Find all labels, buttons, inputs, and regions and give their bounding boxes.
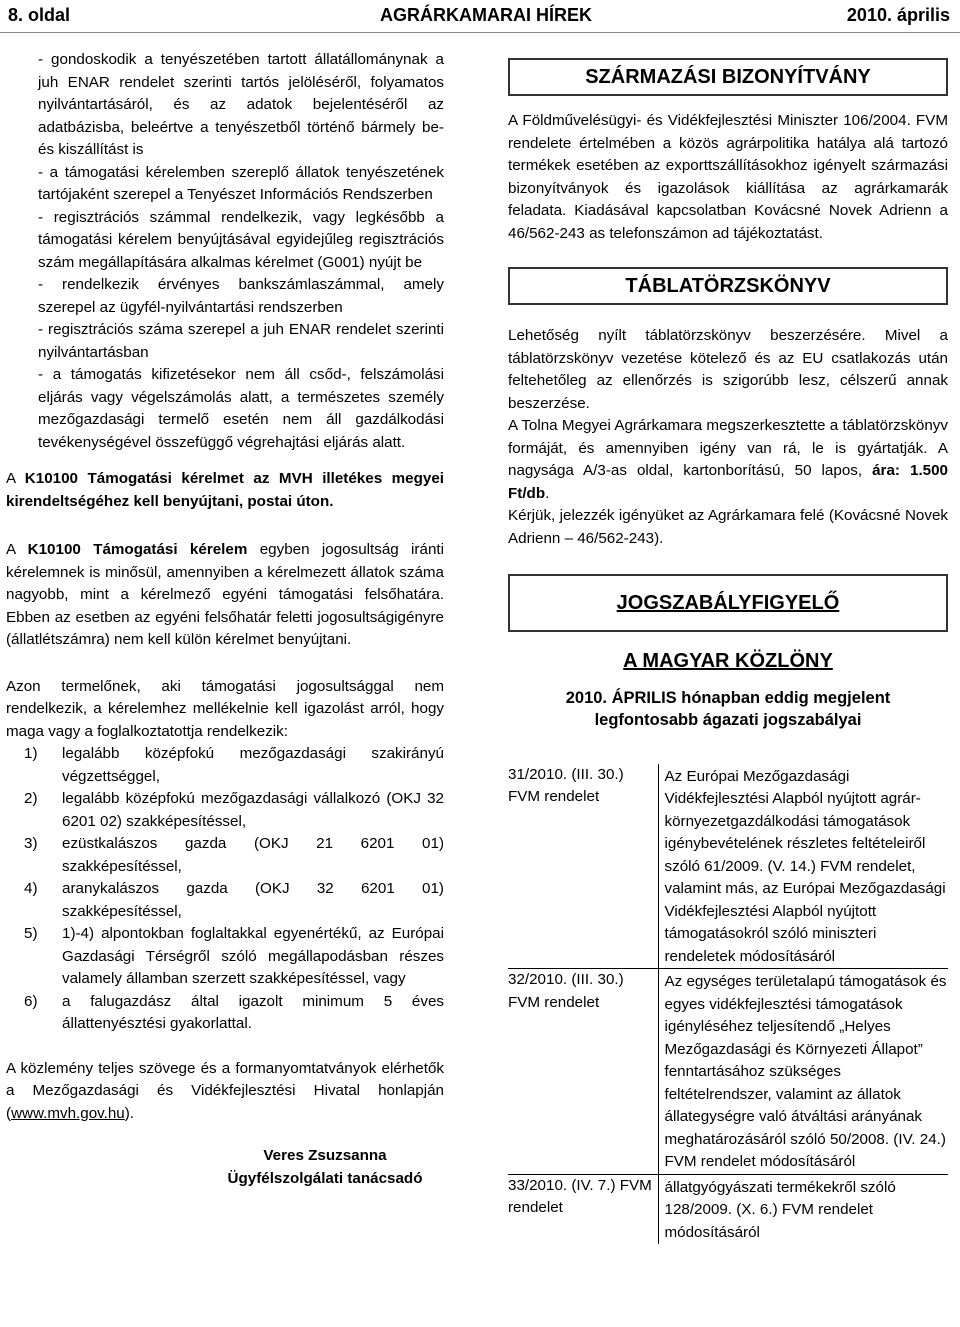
signature-block: [6, 1145, 444, 1190]
field-register-p1: Lehetőség nyílt táblatörzskönyv beszerzésére. Mivel a táblatörzskönyv vezetése kötelező és az EU csatlakozás után feltehetőleg az ellenőrzés is szigorúbb lesz, célszerű annak beszerzése.: [508, 327, 948, 412]
bullet-item: - a támogatási kérelemben szereplő állatok tenyészetének tartójaként szerepel a Tenyészet Információs Rendszerben: [38, 163, 444, 203]
list-text: legalább középfokú mezőgazdasági szakirányú végzettséggel,: [62, 745, 444, 785]
list-text: aranykalászos gazda (OKJ 32 6201 01) szakképesítéssel,: [62, 880, 444, 920]
bullet-item: - regisztrációs száma szerepel a juh ENAR rendelet szerinti nyilvántartásban: [38, 321, 444, 361]
application-paragraph: [6, 539, 444, 652]
list-number: 5): [24, 925, 38, 942]
text: A közlemény teljes szövege és a formanyomtatványok elérhetők a Mezőgazdasági és Vidékfejlesztési Hivatal honlapján (: [6, 1059, 444, 1122]
list-number: 2): [24, 790, 38, 807]
gazette-subtitle: 2010. ÁPRILIS hónapban eddig megjelent legfontosabb ágazati jogszabályai: [565, 688, 891, 729]
page-header: [0, 0, 960, 30]
text: A: [6, 541, 28, 558]
box-field-register: TÁBLATÖRZSKÖNYV: [508, 267, 948, 305]
law-description: Az Európai Mezőgazdasági Vidékfejlesztési Alapból nyújtott agrár-környezetgazdálkodási támogatások igénybevételének részletes feltételeiről szóló 61/2009. (V. 14.) FVM rendelet, valamint más, az Európai Mezőgazdasági Vidékfejlesztési Alapból nyújtott támogatásokról szóló miniszteri rendeletek módosításáról: [658, 764, 948, 969]
bullet-item: - rendelkezik érvényes bankszámlaszámmal, amely szerepel az ügyfél-nyilvántartási rendszerben: [38, 276, 444, 316]
bold-text: K10100 Támogatási kérelem: [27, 541, 248, 558]
signature-title: Ügyfélszolgálati tanácsadó: [227, 1169, 423, 1187]
publication-title: AGRÁRKAMARAI HÍREK: [380, 5, 592, 25]
field-register-p3: Kérjük, jelezzék igényüket az Agrárkamara felé (Kovácsné Novek Adrienn – 46/562-243).: [508, 507, 948, 547]
law-code: 31/2010. (III. 30.) FVM rendelet: [508, 765, 624, 805]
list-number: 4): [24, 880, 38, 897]
qualification-intro: Azon termelőnek, aki támogatási jogosultsággal nem rendelkezik, a kérelemhez mellékelnie kell igazolást arról, hogy maga vagy a foglalkoztatottja rendelkezik:: [6, 677, 444, 740]
gazette-heading: A MAGYAR KÖZLÖNY: [623, 650, 833, 672]
bullet-item: - gondoskodik a tenyészetében tartott állatállománynak a juh ENAR rendelet szerinti tartós jelöléséről, folyamatos nyilvántartásáról, és az adatok bejelentéséről az adatbázisba, beleértve a tenyészetből történő bármely be- és kiszállítást is: [38, 51, 444, 158]
page-number: 8. oldal: [8, 5, 71, 25]
table-row: [508, 969, 948, 1175]
left-column: [6, 49, 444, 1190]
list-item: [24, 878, 444, 923]
bullet-item: - a támogatás kifizetésekor nem áll csőd-, felszámolási eljárás vagy végelszámolás alatt, a természetes személy mezőgazdasági termelő esetén nem áll gazdálkodási tevékenységével összefüggő végrehajtási eljárás alatt.: [38, 366, 444, 451]
list-text: a falugazdász által igazolt minimum 5 éves állattenyésztési gyakorlattal.: [62, 992, 444, 1032]
list-text: 1)-4) alpontokban foglaltakkal egyenértékű, az Európai Gazdasági Térségről szóló megállapodásban részes valamely államban szerzett szakképesítéssel, vagy: [62, 925, 444, 987]
issue-date: 2010. április: [846, 5, 950, 25]
list-number: 3): [24, 835, 38, 852]
text: A: [6, 470, 25, 487]
bold-text: K10100 Támogatási kérelmet az MVH illetékes megyei kirendeltségéhez kell benyújtani, postai úton.: [6, 470, 444, 510]
submission-paragraph: [6, 468, 444, 513]
list-item: [24, 923, 444, 991]
law-code: 32/2010. (III. 30.) FVM rendelet: [508, 969, 658, 1175]
list-number: 6): [24, 992, 38, 1010]
box-law-watch: [508, 574, 948, 632]
list-text: ezüstkalászos gazda (OKJ 21 6201 01) szakképesítéssel,: [62, 835, 444, 875]
law-watch-title: JOGSZABÁLYFIGYELŐ: [616, 592, 840, 614]
text: .: [545, 484, 550, 502]
field-register-p2: [508, 415, 948, 505]
law-description: Az egységes területalapú támogatások és egyes vidékfejlesztési támogatások igényléséhez teljesítendő „Helyes Mezőgazdasági és Környezeti Állapot” fenntartásához szükséges feltételrendszer, valamint az állatok állategységre való átváltási arányának meghatározásáról szóló 50/2008. (IV. 24.) FVM rendelet módosításáról: [658, 969, 948, 1175]
availability-paragraph: [6, 1058, 444, 1126]
gazette-title: [508, 650, 948, 675]
list-text: legalább középfokú mezőgazdasági vállalkozó (OKJ 32 6201 02) szakképesítéssel,: [62, 790, 444, 830]
text: A Tolna Megyei Agrárkamara megszerkesztette a táblatörzskönyv formáját, és amennyiben igény van rá, le is gyártatják. A nagysága A/3-as oldal, kartonborítású, 50 lapos,: [508, 417, 948, 479]
right-column: [508, 58, 948, 1244]
price-text: ára: 1.500 Ft/db: [508, 462, 948, 502]
list-item: [24, 833, 444, 878]
origin-certificate-text: A Földművelésügyi- és Vidékfejlesztési Miniszter 106/2004. FVM rendelete értelmében a közös agrárpolitika hatálya alá tartozó termékek esetében az exporttszállításokhoz igényelt származási bizonyítványok és igazolások kiállítása az agrárkamarák feladata. Kiadásával kapcsolatban Kovácsné Novek Adrienn a 46/562-243 as telefonszámon ad tájékoztatást.: [508, 112, 948, 242]
list-item: [24, 788, 444, 833]
law-description: állatgyógyászati termékekről szóló 128/2009. (X. 6.) FVM rendelet módosításáról: [658, 1174, 948, 1244]
eligibility-bullets: [6, 49, 444, 454]
text: egyben jogosultság iránti kérelemnek is minősül, amennyiben a kérelmezett állatok száma nagyobb, mint a kérelmező egyéni támogatási felsőhatára. Ebben az esetben az egyéni felsőhatár feletti jogosultságigényre (állatlétszámra) nem kell külön kérelmet benyújtani.: [6, 541, 444, 648]
table-row: [508, 1174, 948, 1244]
mvh-website-link[interactable]: www.mvh.gov.hu: [11, 1104, 125, 1122]
box-origin-certificate: SZÁRMAZÁSI BIZONYÍTVÁNY: [508, 58, 948, 96]
table-row: [508, 764, 948, 969]
law-table: [508, 764, 948, 1245]
header-divider: [0, 32, 960, 33]
signature-name: Veres Zsuzsanna: [263, 1147, 387, 1164]
law-code: 33/2010. (IV. 7.) FVM rendelet: [508, 1174, 658, 1244]
list-item: [24, 743, 444, 788]
list-item: [24, 991, 444, 1036]
qualification-list: [6, 743, 444, 1036]
text: ).: [124, 1104, 135, 1122]
bullet-item: - regisztrációs számmal rendelkezik, vagy legkésőbb a támogatási kérelem benyújtásával egyidejűleg regisztrációs szám megállapítására alkalmas kérelmet (G001) nyújt be: [38, 208, 444, 271]
list-number: 1): [24, 745, 38, 762]
